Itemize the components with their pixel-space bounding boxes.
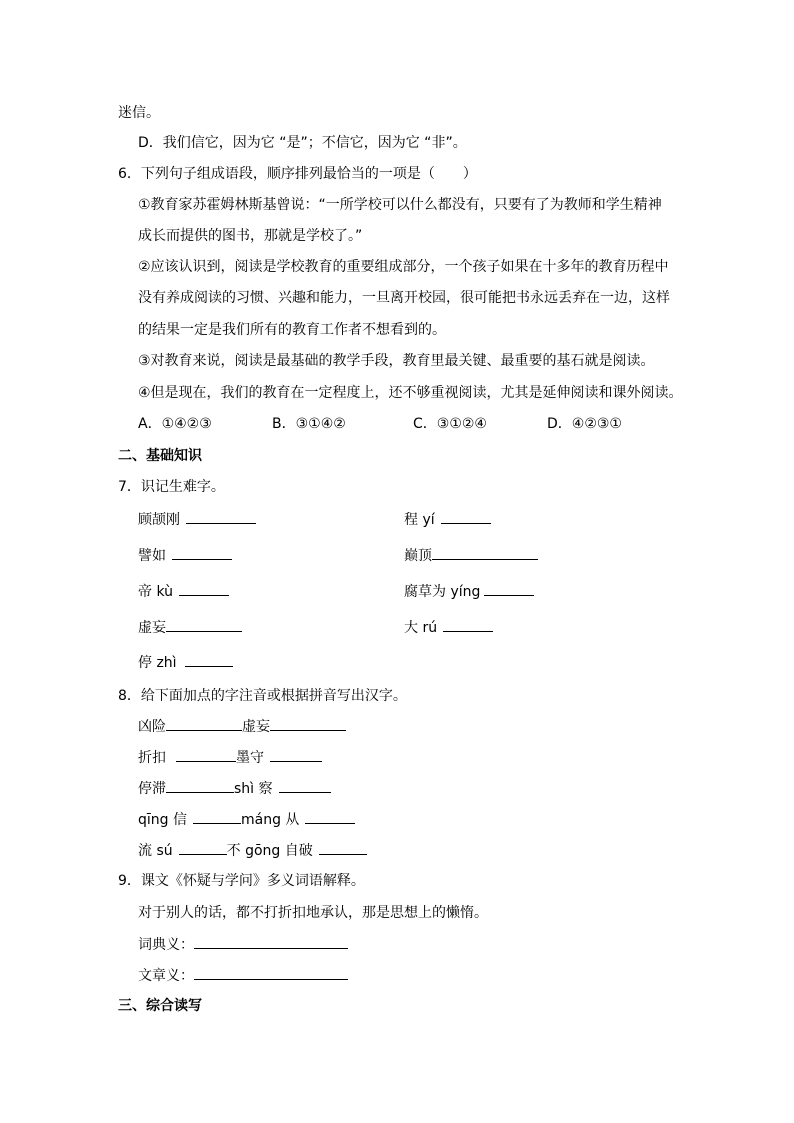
q7-item-label: 巅顶	[404, 548, 432, 564]
answer-blank[interactable]	[179, 840, 227, 855]
section-heading-3: 三、综合读写	[118, 998, 202, 1014]
q8-row	[138, 809, 355, 830]
q6-sentence-2-line-2: 没有养成阅读的习惯、兴趣和能力，一旦离开校园，很可能把书永远丢弃在一边，这样	[138, 290, 670, 306]
q7-item-label: 虚妄	[138, 620, 166, 636]
answer-blank[interactable]	[179, 581, 229, 596]
answer-blank[interactable]	[432, 545, 538, 560]
q7-item-label: 帝 kù	[138, 584, 173, 600]
q8-item-label: shì 察	[234, 781, 273, 797]
answer-blank[interactable]	[279, 778, 331, 793]
q7-item-label: 程 yí	[404, 512, 435, 528]
q7-item	[404, 581, 534, 602]
q7-item	[138, 581, 229, 602]
q7-item	[404, 545, 538, 566]
q6-sentence-1-line-1: ①教育家苏霍姆林斯基曾说：“一所学校可以什么都没有，只要有了为教师和学生精神	[138, 197, 662, 213]
answer-blank[interactable]	[176, 747, 236, 762]
answer-blank[interactable]	[166, 617, 242, 632]
q8-item-label: 不 gōng 自破	[226, 843, 313, 859]
q9-context-meaning	[138, 965, 348, 986]
q8-item-label: 折扣	[138, 750, 166, 766]
q8-stem: 8．给下面加点的字注音或根据拼音写出汉字。	[118, 688, 407, 704]
q9-dictionary-meaning	[138, 934, 348, 955]
answer-blank[interactable]	[166, 716, 242, 731]
answer-blank[interactable]	[484, 581, 534, 596]
q8-item-label: 停滞	[138, 781, 166, 797]
answer-blank[interactable]	[270, 716, 346, 731]
q7-item	[138, 652, 233, 673]
q8-row	[138, 840, 367, 861]
answer-blank[interactable]	[185, 652, 233, 667]
q5-continuation: 迷信。	[118, 105, 160, 121]
q7-item-label: 停 zhì	[138, 655, 177, 671]
q8-row	[138, 778, 331, 799]
q5-option-d: D．我们信它，因为它 “是”；不信它，因为它 “非”。	[138, 135, 467, 151]
answer-blank[interactable]	[193, 809, 241, 824]
section-heading-2: 二、基础知识	[118, 448, 202, 464]
q9-sentence: 对于别人的话，都不打折扣地承认，那是思想上的懒惰。	[138, 905, 488, 921]
q7-stem: 7．识记生难字。	[118, 479, 225, 495]
q8-row	[138, 747, 322, 768]
q6-sentence-1-line-2: 成长而提供的图书，那就是学校了。”	[138, 228, 363, 244]
answer-blank[interactable]	[305, 809, 355, 824]
q6-stem: 6．下列句子组成语段，顺序排列最恰当的一项是（ ）	[118, 166, 477, 182]
q7-item	[404, 617, 493, 638]
q7-item-label: 顾颉刚	[138, 512, 180, 528]
q9-label-dictionary: 词典义：	[138, 937, 194, 953]
q8-item-label: 虚妄	[242, 719, 270, 735]
q7-item-label: 大 rú	[404, 620, 438, 636]
q8-item-label: 流 sú	[138, 843, 173, 859]
q9-stem: 9．课文《怀疑与学问》多义词语解释。	[118, 873, 365, 889]
answer-blank[interactable]	[194, 965, 348, 980]
q7-item-label: 譬如	[138, 548, 166, 564]
answer-blank[interactable]	[319, 840, 367, 855]
q8-item-label: 凶险	[138, 719, 166, 735]
q8-row	[138, 716, 346, 737]
q7-item	[138, 509, 256, 530]
q6-options	[138, 414, 622, 434]
q6-option-d[interactable]: D．④②③①	[547, 416, 622, 432]
q8-item-label: 墨守	[236, 750, 264, 766]
q6-sentence-3: ③对教育来说，阅读是最基础的教学手段，教育里最关键、最重要的基石就是阅读。	[138, 353, 655, 369]
q6-sentence-4: ④但是现在，我们的教育在一定程度上，还不够重视阅读，尤其是延伸阅读和课外阅读。	[138, 385, 683, 401]
q7-item	[404, 509, 491, 530]
answer-blank[interactable]	[441, 509, 491, 524]
q8-item-label: qīng 信	[138, 812, 187, 828]
q6-sentence-2-line-3: 的结果一定是我们所有的教育工作者不想看到的。	[138, 322, 446, 338]
answer-blank[interactable]	[194, 934, 348, 949]
q8-item-label: máng 从	[241, 812, 300, 828]
q6-option-a[interactable]: A．①④②③	[138, 416, 212, 432]
q6-option-b[interactable]: B．③①④②	[272, 416, 346, 432]
answer-blank[interactable]	[172, 545, 232, 560]
answer-blank[interactable]	[443, 617, 493, 632]
answer-blank[interactable]	[186, 509, 256, 524]
answer-blank[interactable]	[270, 747, 322, 762]
q7-item	[138, 617, 242, 638]
q7-item-label: 腐草为 yíng	[404, 584, 481, 600]
q9-label-context: 文章义：	[138, 968, 194, 984]
q6-sentence-2-line-1: ②应该认识到，阅读是学校教育的重要组成部分，一个孩子如果在十多年的教育历程中	[138, 259, 669, 275]
answer-blank[interactable]	[166, 778, 234, 793]
q6-option-c[interactable]: C．③①②④	[413, 416, 487, 432]
q7-item	[138, 545, 232, 566]
